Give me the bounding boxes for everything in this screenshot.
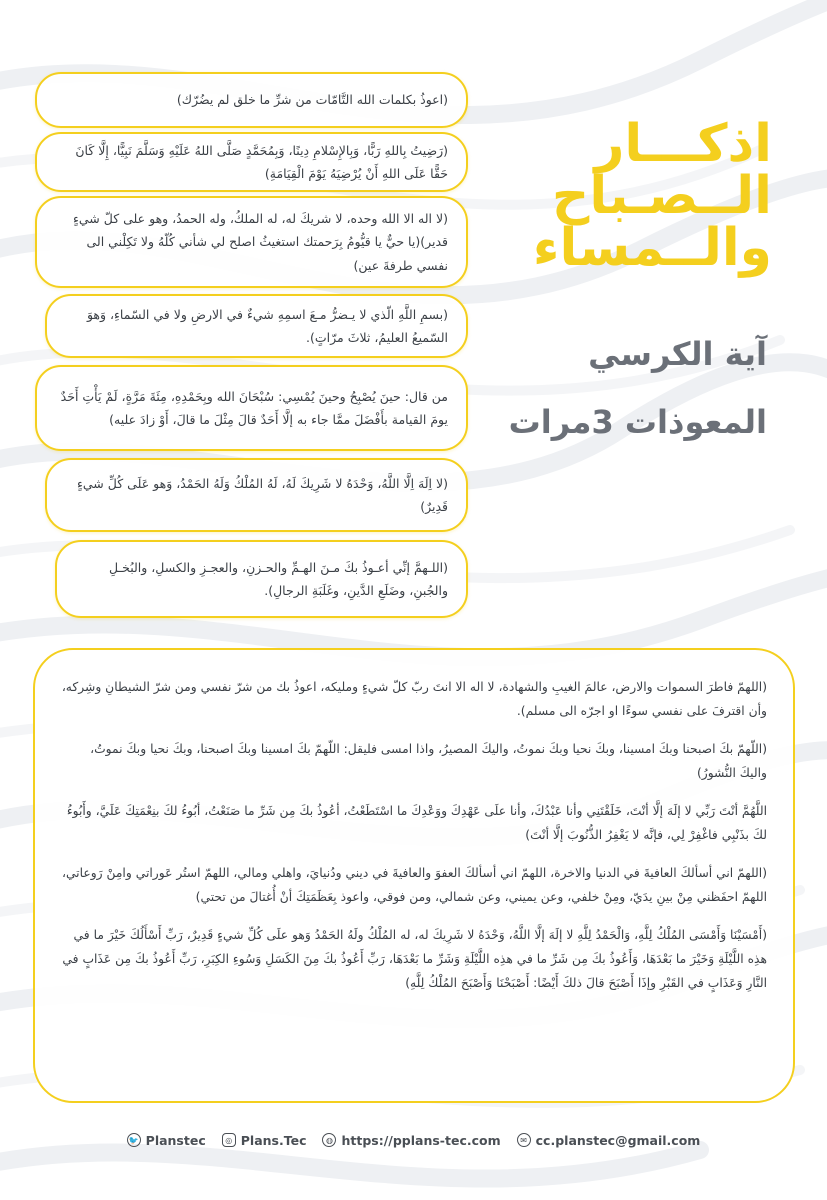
twitter-icon: 🐦 bbox=[127, 1133, 141, 1147]
dhikr-text-2: (رَضِيتُ بِاللهِ رَبًّا، وَبِالإِسْلامِ دِينًا، وَبِمُحَمَّدٍ صَلَّى اللهُ عَلَيْهِ وَسَلَّمَ نَبِيًّا، إِلَّا كَانَ حَقًّا عَلَى اللهِ أَنْ يُرْضِيَهُ يَوْمَ الْقِيَامَةِ) bbox=[75, 142, 448, 181]
dhikr-card-2 bbox=[35, 132, 468, 192]
footer-email[interactable] bbox=[517, 1133, 701, 1148]
dhikr-text-3: (لا اله الا الله وحده، لا شريكَ له، له الملكُ، وله الحمدُ، وهو على كلّ شيءٍ قدير)(يا حيٌّ يا قيُّومُ بِرَحمتك استغيثُ اصلح لي شأني كُلّهُ ولا تَكِلْني الى نفسي طرفةَ عين) bbox=[72, 211, 448, 273]
big-card-paragraph-5: (أَمْسَيْنَا وَأَمْسَى المُلْكُ لِلَّهِ، وَالْحَمْدُ لِلَّهِ لا إلَهَ إلَّا اللَّهُ، وَحْدَهُ لا شَرِيكَ له، له المُلْكُ ولَهُ الحَمْدُ وَهو علَى كُلِّ شيءٍ قَدِيرٌ، رَبِّ أَسْأَلُكَ خَيْرَ ما في هذِه اللَّيْلَةِ وَخَيْرَ ما بَعْدَهَا، وَأَعُوذُ بكَ مِن شَرِّ ما في هذِه اللَّيْلَةِ وَشَرِّ ما بَعْدَهَا، رَبِّ أَعُوذُ بكَ مِنَ الكَسَلِ وَسُوءِ الكِبَرِ، رَبِّ أَعُوذُ بكَ مِن عَذَابٍ في النَّارِ وَعَذَابٍ في القَبْرِ وإذَا أَصْبَحَ قالَ ذلكَ أَيْضًا: أَصْبَحْنَا وَأَصْبَحَ المُلْكُ لِلَّهِ) bbox=[62, 927, 767, 990]
dhikr-card-3 bbox=[35, 196, 468, 288]
dhikr-text-5: من قال: حينَ يُصْبِحُ وحينَ يُمْسِي: سُبْحَانَ الله وبِحَمْدِهِ، مِئَةَ مَرَّةٍ، لَمْ يَأْتِ أَحَدٌ يومَ القيامة بأَفْضَلَ ممَّا جاء به إلَّا أَحَدٌ قالَ مِثْلَ ما قالَ، أَوْ زادَ عليه) bbox=[60, 388, 448, 427]
footer-website-label: https://pplans-tec.com bbox=[341, 1132, 501, 1148]
email-icon: ✉ bbox=[517, 1133, 531, 1147]
dhikr-card-5 bbox=[35, 365, 468, 451]
dhikr-card-7 bbox=[55, 540, 468, 618]
footer-instagram[interactable] bbox=[222, 1133, 307, 1148]
subtitle-muawwidhat: المعوذات 3مرات bbox=[508, 403, 767, 441]
big-card-paragraph-4: (اللهمّ اني أسألكَ العافيةَ في الدنيا والاخرة، اللهمّ اني أسألكَ العفوَ والعافيةَ في ديني ودُنيايَ، واهلي ومالي، اللهمّ استُر عَوراتي وامِنْ رَوعاتي، اللهمّ احفَظني مِنْ بينِ يدَيّ، ومِنْ خلفي، وعن يميني، وعن شمالي، ومن فوقي، واعوذ بِعَظَمَتِكَ أنْ أُغتالَ من تحتي) bbox=[61, 865, 767, 904]
main-title-line-3: والــمساء bbox=[532, 218, 772, 278]
dhikr-text-6: (لا اِلَهَ اِلَّا اللَّهُ، وَحْدَهُ لا شَرِيكَ لَهُ، لَهُ المُلْكُ وَلَهُ الحَمْدُ، وَهو عَلَى كُلِّ شيءٍ قَدِيرٌ) bbox=[77, 475, 448, 514]
main-title bbox=[512, 114, 772, 278]
dhikr-text-1: (اعوذُ بكلمات الله التَّامّات من شرِّ ما خلق لم يضُرّك) bbox=[176, 92, 448, 108]
dhikr-text-7: (اللـهمَّ إنِّي أعـوذُ بكَ مـنَ الهـمِّ والحـزنِ، والعجـزِ والكسلِ، والبُخـلِ والجُبنِ، وضَلَعِ الدَّينِ، وغَلَبَةِ الرجالِ). bbox=[109, 559, 448, 598]
footer-twitter[interactable] bbox=[127, 1133, 206, 1148]
footer-website[interactable] bbox=[322, 1133, 500, 1148]
big-card-paragraph-2: (اللّهمّ بكَ اصبحنا وبكَ امسينا، وبكَ نحيا وبكَ نموتُ، واليكَ المصيرُ، واذا امسى فليقل: اللّهمّ بكَ امسينا وبكَ اصبحنا، وبكَ نحيا وبكَ نموتُ، واليكَ النُّشورُ) bbox=[90, 741, 767, 780]
dhikr-card-4 bbox=[45, 294, 468, 358]
dhikr-card-6 bbox=[45, 458, 468, 532]
big-card-paragraph-3: اللَّهُمَّ أنْتَ رَبِّي لا إلَهَ إلَّا أنْتَ، خَلَقْتَنِي وأنا عَبْدُكَ، وأنا علَى عَهْدِكَ ووَعْدِكَ ما اسْتَطَعْتُ، أعُوذُ بكَ مِن شَرِّ ما صَنَعْتُ، أبُوءُ لكَ بنِعْمَتِكَ عَلَيَّ، وأَبُوءُ لكَ بذَنْبِي فاغْفِرْ لِي، فإنَّه لا يَغْفِرُ الذُّنُوبَ إلَّا أنْتَ) bbox=[66, 803, 767, 842]
big-card-paragraph-1: (اللهمّ فاطرَ السموات والارض، عالمَ الغيبِ والشهادة، لا اله الا انتَ ربّ كلّ شيءٍ ومليكه، اعوذُ بك من شرّ نفسي ومن شرّ الشيطانِ وشِركه، وأن اقترفَ على نفسي سوءًا او اجرّه الى مسلم). bbox=[61, 680, 767, 718]
footer-instagram-label: Plans.Tec bbox=[240, 1132, 307, 1148]
dhikr-big-card bbox=[33, 648, 795, 1103]
main-title-line-1: اذكـــار bbox=[594, 114, 772, 174]
dhikr-card-1 bbox=[35, 72, 468, 128]
instagram-icon: ◎ bbox=[222, 1133, 236, 1147]
footer-email-label: cc.planstec@gmail.com bbox=[535, 1132, 701, 1148]
main-title-line-2: الــصـباح bbox=[551, 166, 772, 226]
subtitle-ayat-kursi: آية الكرسي bbox=[588, 335, 767, 373]
dhikr-text-4: (بسمِ اللَّهِ الّذي لا يـضرُّ مـعَ اسمِهِ شيءٌ في الارضِ ولا في السّماءِ، وَهوَ السّميعُ العليمُ، ثلاثَ مرّاتٍ). bbox=[86, 306, 448, 345]
globe-icon: ◍ bbox=[322, 1133, 336, 1147]
footer-twitter-label: Planstec bbox=[145, 1132, 206, 1148]
footer-contacts bbox=[0, 1128, 827, 1152]
